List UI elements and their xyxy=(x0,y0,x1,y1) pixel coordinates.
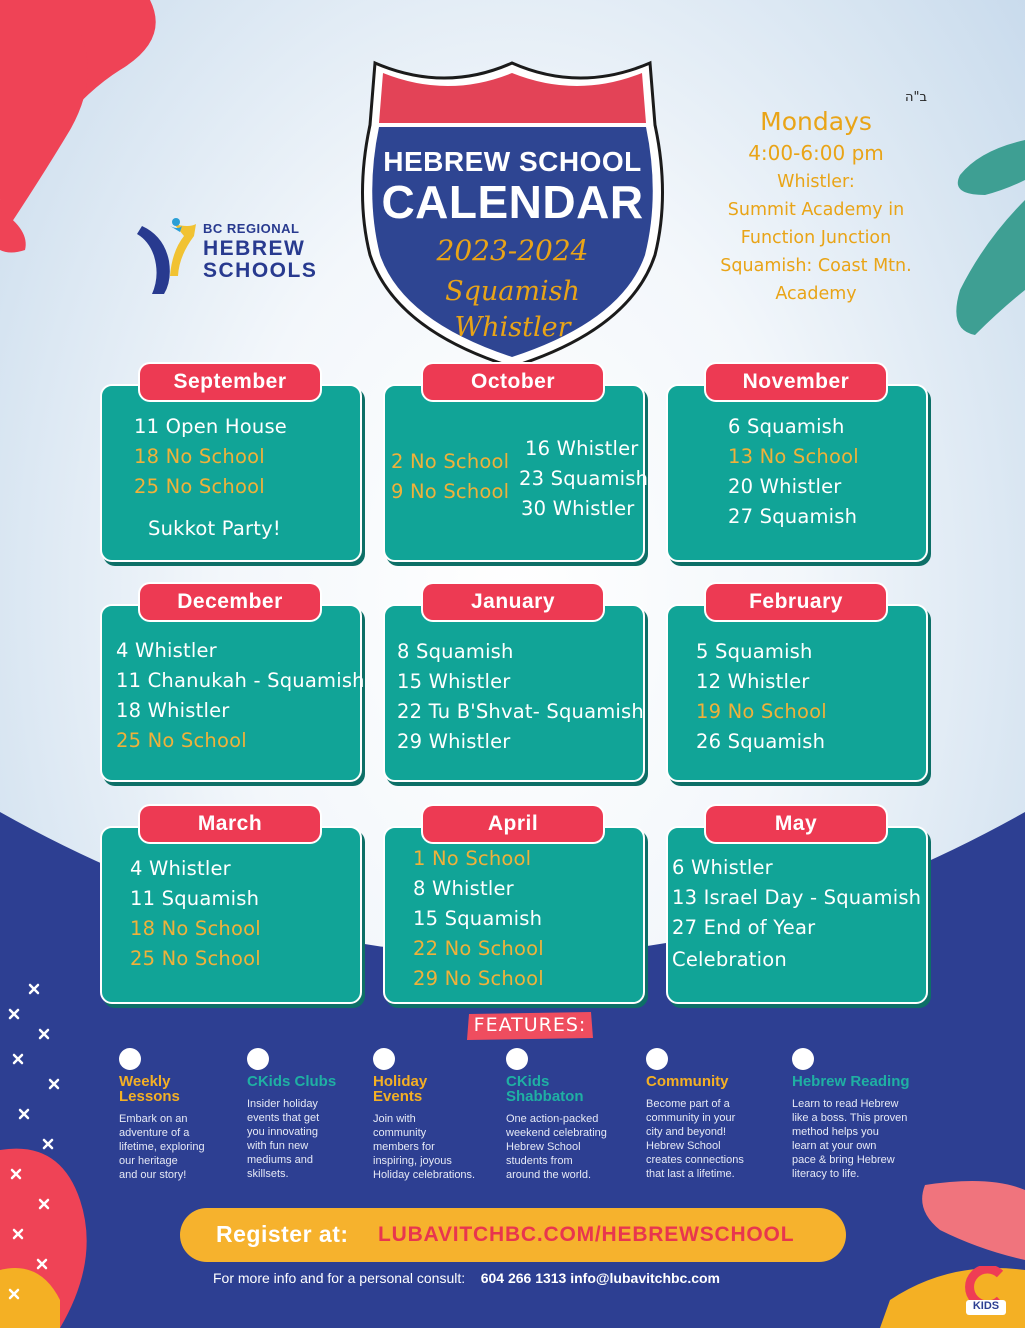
feature-desc-line: with fun new xyxy=(247,1140,309,1152)
month-card-november xyxy=(666,370,928,564)
feature-desc-line: literacy to life. xyxy=(792,1168,860,1180)
schedule-line-3: Function Junction xyxy=(740,228,892,248)
feature-title-line: Holiday xyxy=(373,1073,428,1090)
entry: 27 End of Year xyxy=(672,916,816,939)
month-card-may xyxy=(666,812,928,1006)
schedule-line-5: Academy xyxy=(775,284,857,304)
month-entries xyxy=(413,844,544,994)
feature-desc-line: skillsets. xyxy=(247,1168,289,1180)
entry: Sukkot Party! xyxy=(148,517,281,540)
feature-desc-line: like a boss. This proven xyxy=(792,1112,908,1124)
month-name: October xyxy=(423,364,603,400)
schedule-day: Mondays xyxy=(760,107,872,136)
month-name: September xyxy=(140,364,320,400)
entry-no-school: 13 No School xyxy=(728,445,859,468)
entry-no-school: 9 No School xyxy=(391,480,510,503)
feature-title xyxy=(119,1074,249,1104)
entry: 11 Open House xyxy=(134,415,288,438)
month-name: February xyxy=(706,584,886,620)
feature-desc-line: Hebrew School xyxy=(646,1140,721,1152)
entry-no-school: 29 No School xyxy=(413,967,544,990)
feature-desc-line: our heritage xyxy=(119,1155,178,1167)
entry-no-school: 1 No School xyxy=(413,847,532,870)
month-card-december xyxy=(100,590,365,784)
month-card-march xyxy=(100,812,362,1006)
register-label: Register at: xyxy=(216,1221,349,1247)
entry: 23 Squamish xyxy=(519,467,649,490)
feature-desc xyxy=(792,1097,942,1181)
entry: 8 Squamish xyxy=(397,640,514,663)
feature-desc xyxy=(506,1112,636,1182)
shield-year: 2023-2024 xyxy=(436,234,589,267)
shield-location-squamish: Squamish xyxy=(445,276,580,307)
month-name: January xyxy=(423,584,603,620)
feature-desc-line: pace & bring Hebrew xyxy=(792,1154,895,1166)
ckids-icon xyxy=(119,1048,141,1070)
month-entries xyxy=(696,637,827,757)
feature-title xyxy=(792,1074,942,1089)
month-entries xyxy=(116,636,365,756)
entry: 30 Whistler xyxy=(521,497,635,520)
feature-desc-line: around the world. xyxy=(506,1169,591,1181)
feature-desc xyxy=(646,1097,776,1181)
feature-title-line: Shabbaton xyxy=(506,1088,584,1105)
schedule-time: 4:00-6:00 pm xyxy=(748,141,884,165)
entry: 8 Whistler xyxy=(413,877,514,900)
entry: 6 Squamish xyxy=(728,415,845,438)
month-entries xyxy=(672,853,921,975)
month-entries-right xyxy=(519,434,648,524)
ckids-logo xyxy=(964,1266,1008,1316)
month-card-october xyxy=(383,370,649,564)
month-card-january xyxy=(383,590,645,784)
month-entries xyxy=(134,412,287,544)
entry: 6 Whistler xyxy=(672,856,773,879)
feature-desc-line: members for xyxy=(373,1141,435,1153)
bc-regional-logo-text xyxy=(203,222,317,281)
logo-line-1: BC REGIONAL xyxy=(203,221,300,236)
feature-title xyxy=(506,1074,636,1104)
schedule-info xyxy=(700,106,932,308)
feature-holiday-events xyxy=(373,1048,503,1182)
entry-no-school: 25 No School xyxy=(134,475,265,498)
feature-title xyxy=(247,1074,377,1089)
entry: 22 Tu B'Shvat- Squamish xyxy=(397,700,644,723)
entry-no-school: 25 No School xyxy=(130,947,261,970)
entry-no-school: 18 No School xyxy=(134,445,265,468)
month-card-february xyxy=(666,590,928,784)
feature-title xyxy=(646,1074,776,1089)
feature-weekly-lessons xyxy=(119,1048,249,1182)
feature-title-line: Community xyxy=(646,1073,729,1090)
entry: 4 Whistler xyxy=(116,639,217,662)
feature-desc-line: weekend celebrating xyxy=(506,1127,607,1139)
month-name: May xyxy=(706,806,886,842)
feature-desc-line: Join with xyxy=(373,1113,416,1125)
entry-no-school: 2 No School xyxy=(391,450,510,473)
feature-hebrew-reading xyxy=(792,1048,942,1181)
entry: 27 Squamish xyxy=(728,505,858,528)
holiday-icon xyxy=(373,1048,395,1070)
month-card-april xyxy=(383,812,645,1006)
feature-desc-line: Become part of a xyxy=(646,1098,730,1110)
feature-desc-line: learn at your own xyxy=(792,1140,877,1152)
entry: 11 Squamish xyxy=(130,887,260,910)
entry: Celebration xyxy=(672,948,787,971)
bc-regional-logo-icon xyxy=(134,216,204,296)
register-banner[interactable] xyxy=(180,1208,846,1262)
entry: 15 Squamish xyxy=(413,907,543,930)
feature-desc xyxy=(119,1112,249,1182)
entry-no-school: 25 No School xyxy=(116,729,247,752)
contact-details[interactable]: 604 266 1313 info@lubavitchbc.com xyxy=(480,1270,721,1286)
contact-info xyxy=(213,1270,720,1286)
feature-community xyxy=(646,1048,776,1181)
month-name: April xyxy=(423,806,603,842)
feature-title-line: Hebrew Reading xyxy=(792,1073,910,1090)
ckids-logo-text: KIDS xyxy=(972,1300,1000,1312)
feature-desc-line: students from xyxy=(506,1155,573,1167)
shield-title-1: HEBREW SCHOOL xyxy=(383,146,642,177)
feature-desc-line: events that get xyxy=(247,1112,320,1124)
entry: 4 Whistler xyxy=(130,857,231,880)
entry: 29 Whistler xyxy=(397,730,511,753)
feature-desc-line: community in your xyxy=(646,1112,736,1124)
feature-desc xyxy=(247,1097,377,1181)
feature-title-line: CKids Clubs xyxy=(247,1073,337,1090)
feature-desc-line: Holiday celebrations. xyxy=(373,1169,476,1181)
entry-no-school: 19 No School xyxy=(696,700,827,723)
feature-desc-line: mediums and xyxy=(247,1154,314,1166)
entry: 26 Squamish xyxy=(696,730,826,753)
entry: 11 Chanukah - Squamish xyxy=(116,669,365,692)
community-icon xyxy=(646,1048,668,1070)
feature-desc-line: Embark on an xyxy=(119,1113,188,1125)
feature-desc-line: adventure of a xyxy=(119,1127,190,1139)
contact-label: For more info and for a personal consult: xyxy=(213,1270,466,1286)
feature-desc-line: One action-packed xyxy=(506,1113,599,1125)
schedule-line-2: Summit Academy in xyxy=(727,200,905,220)
hebrew-reading-icon xyxy=(792,1048,814,1070)
logo-line-3: SCHOOLS xyxy=(203,259,318,282)
month-entries xyxy=(397,637,644,757)
register-link[interactable]: LUBAVITCHBC.COM/HEBREWSCHOOL xyxy=(378,1223,795,1246)
feature-title-line: CKids xyxy=(506,1073,550,1090)
feature-desc-line: creates connections xyxy=(646,1154,744,1166)
feature-desc-line: city and beyond! xyxy=(646,1126,727,1138)
feature-desc-line: Insider holiday xyxy=(247,1098,318,1110)
entry: 13 Israel Day - Squamish xyxy=(672,886,922,909)
feature-desc-line: Learn to read Hebrew xyxy=(792,1098,899,1110)
shield-locations xyxy=(350,274,675,346)
features-tag xyxy=(465,1010,595,1042)
entry-no-school: 22 No School xyxy=(413,937,544,960)
feature-desc-line: method helps you xyxy=(792,1126,879,1138)
feature-desc-line: lifetime, exploring xyxy=(119,1141,205,1153)
entry: 16 Whistler xyxy=(525,437,639,460)
entry: 15 Whistler xyxy=(397,670,511,693)
month-card-september xyxy=(100,370,362,564)
month-entries xyxy=(130,854,261,974)
shabbaton-icon xyxy=(506,1048,528,1070)
entry: 12 Whistler xyxy=(696,670,810,693)
month-name: December xyxy=(140,584,320,620)
feature-desc-line: and our story! xyxy=(119,1169,187,1181)
feature-title-line: Events xyxy=(373,1088,423,1105)
feature-desc-line: inspiring, joyous xyxy=(373,1155,452,1167)
feature-title-line: Weekly xyxy=(119,1073,171,1090)
feature-desc-line: that last a lifetime. xyxy=(646,1168,735,1180)
ckids-icon xyxy=(247,1048,269,1070)
features-label: FEATURES: xyxy=(473,1014,587,1036)
month-entries-left xyxy=(391,447,509,507)
entry: 20 Whistler xyxy=(728,475,842,498)
schedule-line-1: Whistler: xyxy=(777,172,855,192)
bh-mark: ב"ה xyxy=(905,90,927,105)
logo-line-2: HEBREW xyxy=(203,237,306,260)
feature-title-line: Lessons xyxy=(119,1088,180,1105)
feature-desc-line: you innovating xyxy=(247,1126,318,1138)
month-name: November xyxy=(706,364,886,400)
month-entries xyxy=(728,412,859,532)
month-name: March xyxy=(140,806,320,842)
entry: 18 Whistler xyxy=(116,699,230,722)
schedule-line-4: Squamish: Coast Mtn. xyxy=(720,256,912,276)
feature-ckids-shabbaton xyxy=(506,1048,636,1182)
shield-title-2: CALENDAR xyxy=(381,176,644,228)
shield-location-whistler: Whistler xyxy=(454,312,571,343)
entry-no-school: 18 No School xyxy=(130,917,261,940)
entry: 5 Squamish xyxy=(696,640,813,663)
feature-desc-line: community xyxy=(373,1127,427,1139)
feature-desc-line: Hebrew School xyxy=(506,1141,581,1153)
feature-title xyxy=(373,1074,503,1104)
feature-ckids-clubs xyxy=(247,1048,377,1181)
feature-desc xyxy=(373,1112,503,1182)
